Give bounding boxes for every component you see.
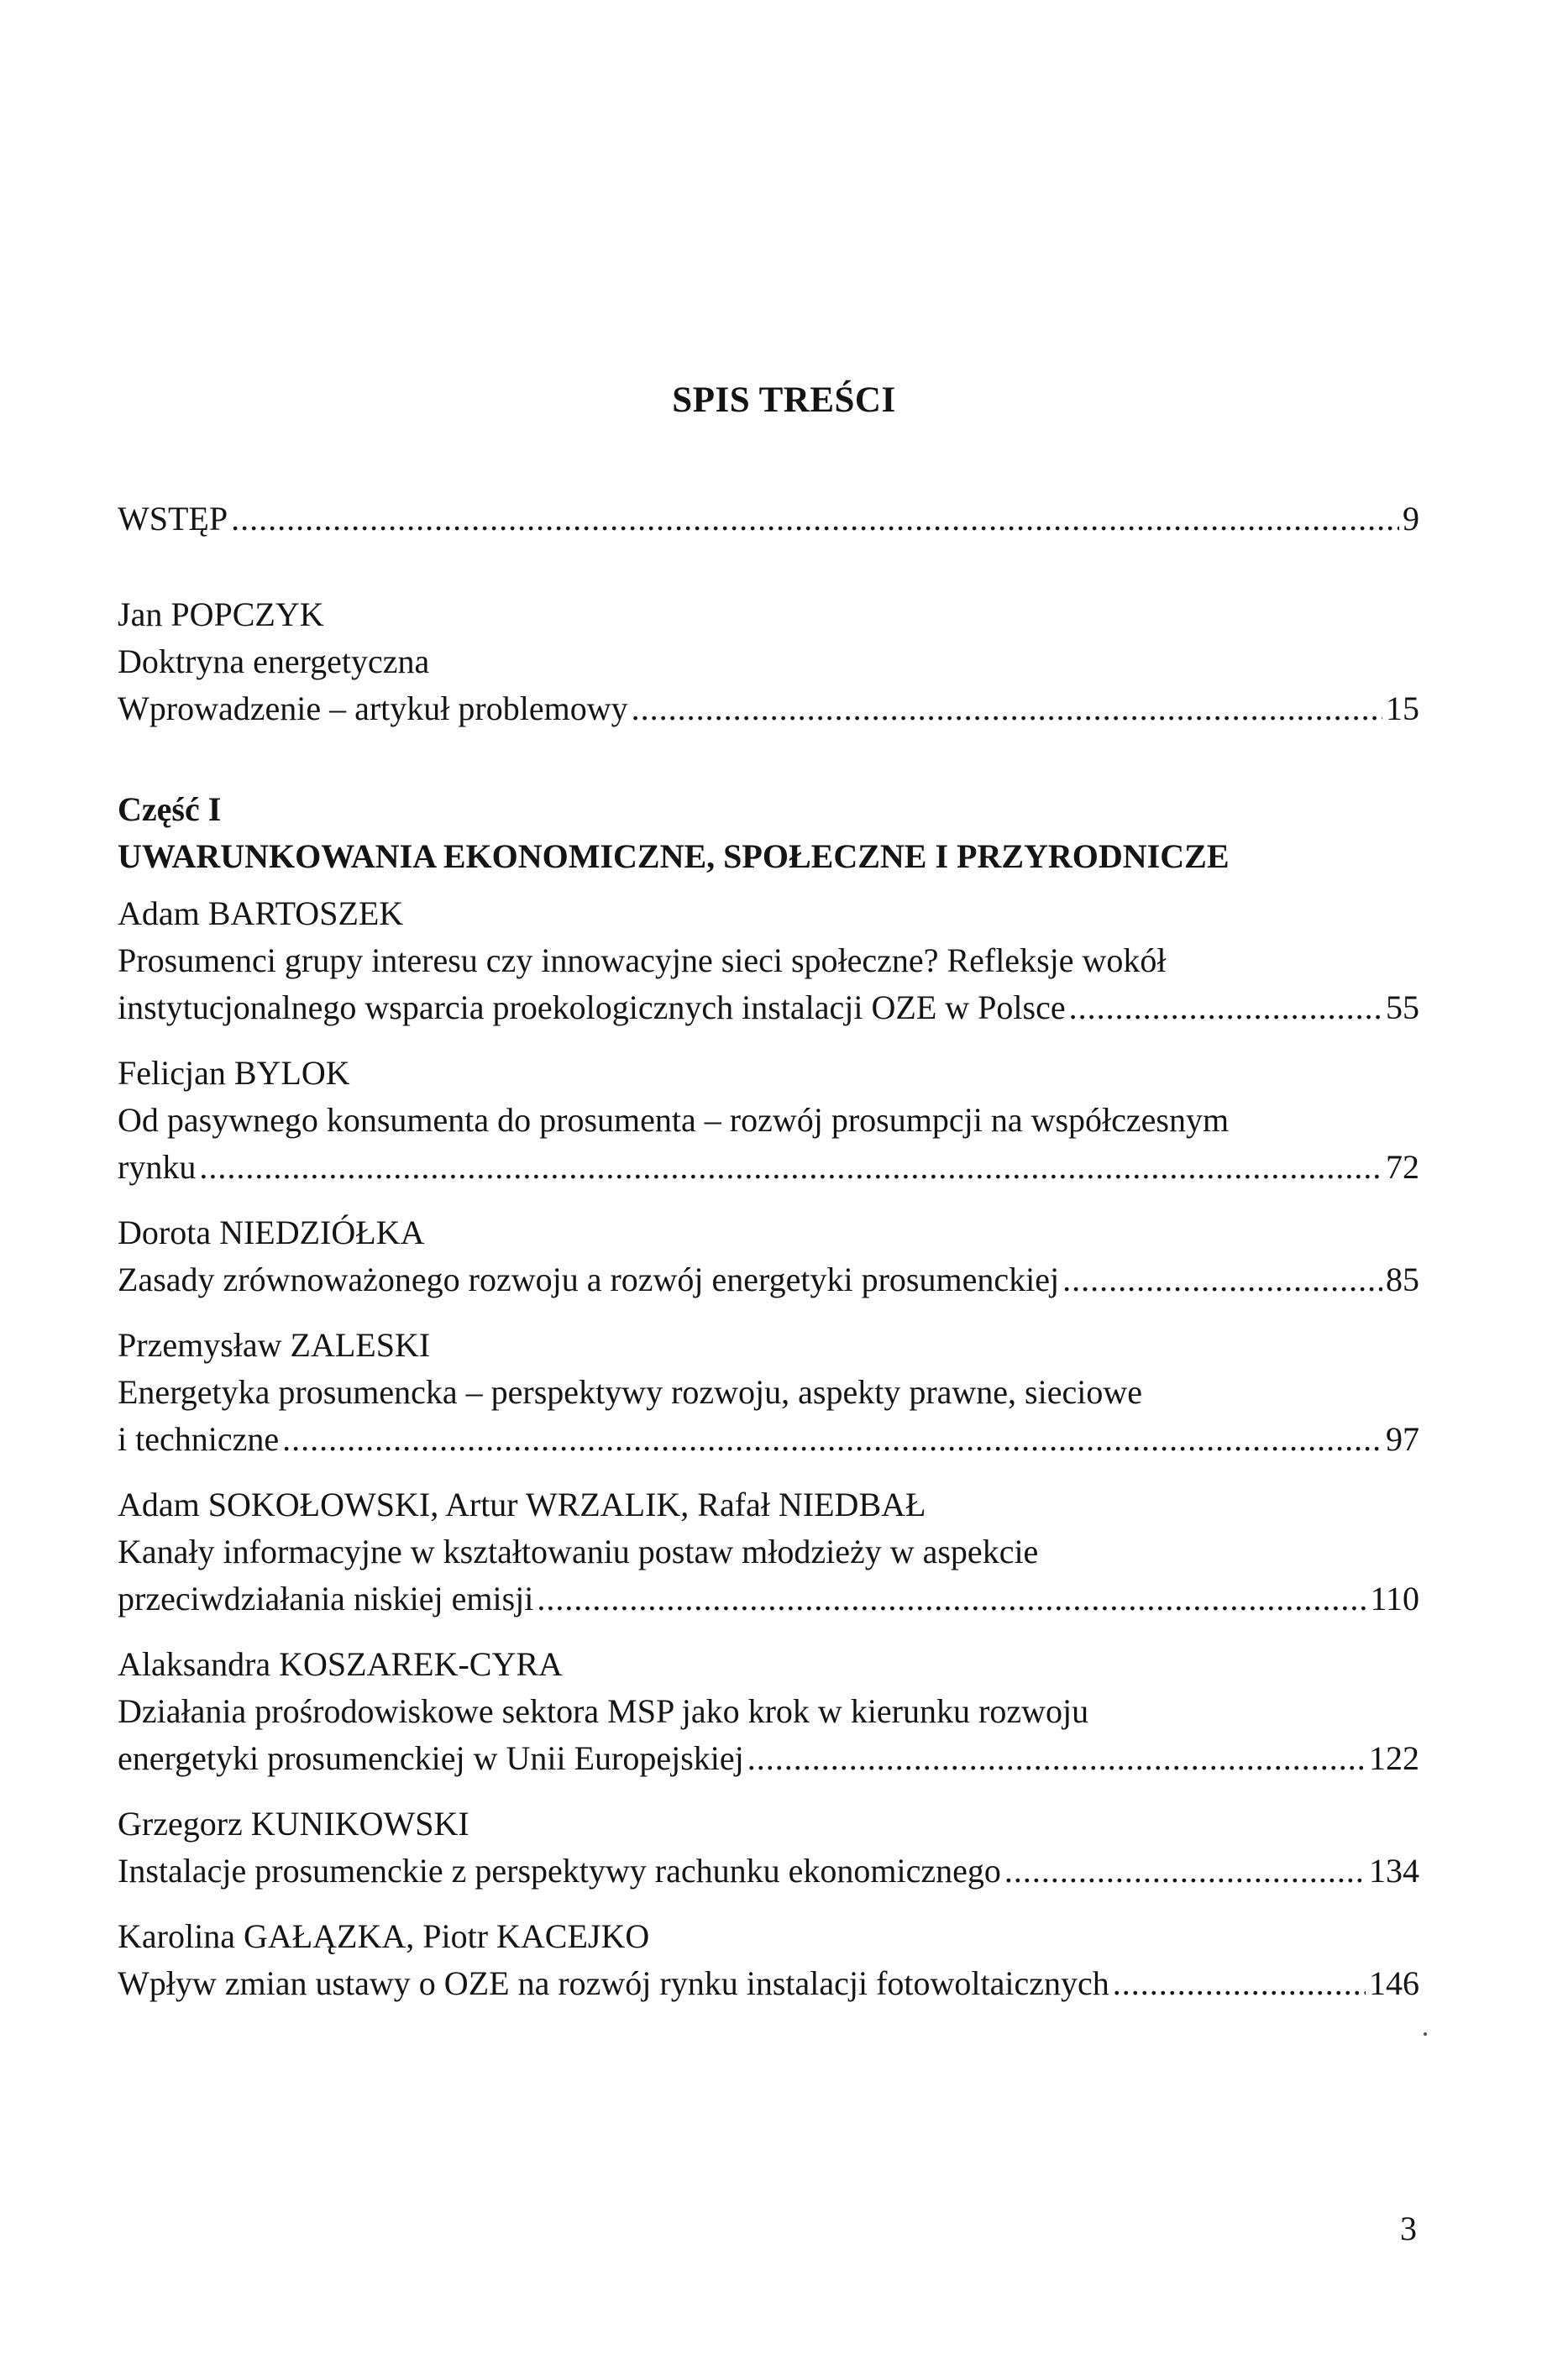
toc-entry-title-lead bbox=[118, 685, 1419, 732]
toc-entry-author: Adam BARTOSZEK bbox=[118, 894, 404, 932]
toc-page-number: 134 bbox=[1369, 1852, 1419, 1890]
toc-page-number: 9 bbox=[1403, 500, 1419, 537]
dot-leader bbox=[231, 495, 1399, 543]
page-number: 3 bbox=[1400, 2210, 1417, 2247]
toc-entry-author: Grzegorz KUNIKOWSKI bbox=[118, 1805, 469, 1843]
toc-entry-title-lead bbox=[118, 1416, 1419, 1463]
dot-leader bbox=[1004, 1848, 1366, 1895]
toc-entry-author: Jan POPCZYK bbox=[118, 595, 324, 633]
toc-entry-title: energetyki prosumenckiej w Unii Europejskiej bbox=[118, 1739, 744, 1777]
toc-page-number: 110 bbox=[1370, 1580, 1419, 1617]
toc-entry-title-lead bbox=[118, 984, 1419, 1031]
toc-entry-title-lead bbox=[118, 1144, 1419, 1191]
toc-page-number: 146 bbox=[1369, 1964, 1419, 2002]
toc-entry-title-lead bbox=[118, 1575, 1419, 1623]
toc-entry-title: Doktryna energetyczna bbox=[118, 642, 430, 680]
toc-page-number: 85 bbox=[1386, 1261, 1419, 1298]
toc-entry-author: Przemysław ZALESKI bbox=[118, 1326, 431, 1364]
toc-entry-title: Wpływ zmian ustawy o OZE na rozwój rynku instalacji fotowoltaicznych bbox=[118, 1964, 1109, 2002]
toc-page-number: 72 bbox=[1386, 1148, 1419, 1186]
toc-entry-title: przeciwdziałania niskiej emisji bbox=[118, 1580, 534, 1617]
toc-entry[interactable] bbox=[118, 1913, 1419, 2007]
toc-entry-title: rynku bbox=[118, 1148, 197, 1186]
toc-entry-author: Dorota NIEDZIÓŁKA bbox=[118, 1214, 425, 1251]
toc-entry-title-lead bbox=[118, 1960, 1419, 2007]
toc-entry[interactable] bbox=[118, 1801, 1419, 1895]
dot-leader bbox=[1069, 984, 1382, 1031]
toc-entry-title: instytucjonalnego wsparcia proekologicznych instalacji OZE w Polsce bbox=[118, 988, 1066, 1026]
table-of-contents bbox=[118, 495, 1419, 2007]
toc-entry[interactable] bbox=[118, 1050, 1419, 1191]
toc-page-number: 55 bbox=[1386, 988, 1419, 1026]
dot-leader bbox=[537, 1575, 1366, 1623]
page-title: SPIS TREŚCI bbox=[672, 380, 896, 420]
dot-leader bbox=[747, 1735, 1366, 1782]
toc-entry[interactable] bbox=[118, 1481, 1419, 1623]
toc-entry[interactable] bbox=[118, 1641, 1419, 1782]
toc-entry[interactable] bbox=[118, 890, 1419, 1031]
scan-speck bbox=[1424, 2032, 1427, 2036]
toc-entry-title-lead bbox=[118, 1256, 1419, 1303]
toc-entry-title-lead bbox=[118, 1848, 1419, 1895]
toc-entry-title: Energetyka prosumencka – perspektywy rozwoju, aspekty prawne, sieciowe bbox=[118, 1373, 1142, 1411]
toc-entry-intro[interactable] bbox=[118, 495, 1419, 543]
toc-entry-title: Zasady zrównoważonego rozwoju a rozwój energetyki prosumenckiej bbox=[118, 1261, 1060, 1298]
toc-entry-title: Działania prośrodowiskowe sektora MSP jako krok w kierunku rozwoju bbox=[118, 1692, 1089, 1730]
dot-leader bbox=[1113, 1960, 1366, 2007]
toc-page-number: 97 bbox=[1386, 1420, 1419, 1458]
toc-page-number: 15 bbox=[1386, 689, 1419, 727]
dot-leader bbox=[632, 685, 1382, 732]
toc-entry-label: WSTĘP bbox=[118, 500, 228, 537]
toc-entry-author: Alaksandra KOSZAREK-CYRA bbox=[118, 1645, 563, 1683]
toc-entry-author: Felicjan BYLOK bbox=[118, 1054, 350, 1092]
toc-entry-title: Kanały informacyjne w kształtowaniu postaw młodzieży w aspekcie bbox=[118, 1533, 1039, 1570]
dot-leader bbox=[199, 1144, 1382, 1191]
toc-entry-title: Instalacje prosumenckie z perspektywy rachunku ekonomicznego bbox=[118, 1852, 1001, 1890]
toc-entry-title: i techniczne bbox=[118, 1420, 280, 1458]
toc-entry[interactable] bbox=[118, 1209, 1419, 1303]
part-label: Część I bbox=[118, 790, 222, 828]
dot-leader bbox=[1062, 1256, 1382, 1303]
toc-entry-author: Karolina GAŁĄZKA, Piotr KACEJKO bbox=[118, 1917, 650, 1955]
part-title: UWARUNKOWANIA EKONOMICZNE, SPOŁECZNE I PRZYRODNICZE bbox=[118, 837, 1230, 875]
toc-entry-author: Adam SOKOŁOWSKI, Artur WRZALIK, Rafał NIEDBAŁ bbox=[118, 1486, 926, 1523]
toc-entry-problem-article[interactable] bbox=[118, 591, 1419, 732]
toc-entry-title: Wprowadzenie – artykuł problemowy bbox=[118, 689, 628, 727]
toc-entry-title-lead bbox=[118, 1735, 1419, 1782]
toc-page-number: 122 bbox=[1369, 1739, 1419, 1777]
toc-entry-title: Prosumenci grupy interesu czy innowacyjne sieci społeczne? Refleksje wokół bbox=[118, 941, 1167, 979]
toc-entry-title: Od pasywnego konsumenta do prosumenta – rozwój prosumpcji na współczesnym bbox=[118, 1101, 1230, 1139]
toc-entry[interactable] bbox=[118, 1322, 1419, 1463]
dot-leader bbox=[282, 1416, 1382, 1463]
